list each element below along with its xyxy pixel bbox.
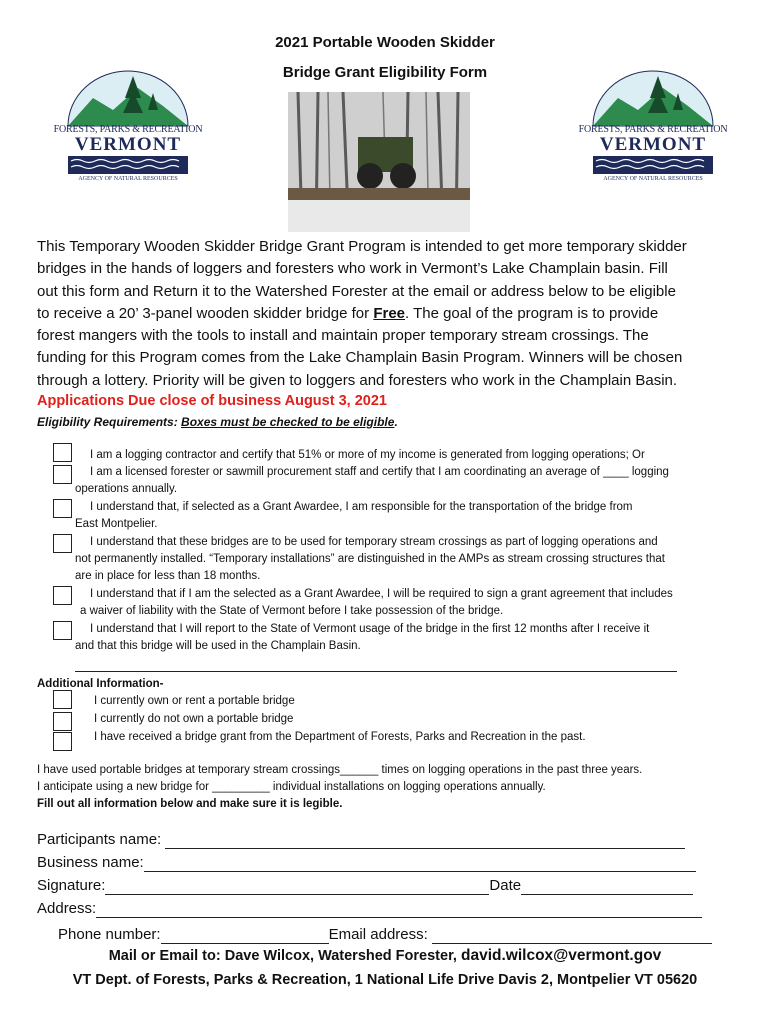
intro-line: through a lottery. Priority will be given to loggers and foresters who work in the Champlain Basin. — [37, 371, 678, 389]
eligibility-item: I am a licensed forester or sawmill procurement staff and certify that I am coordinating an average of ____ logging — [90, 466, 669, 478]
section-divider — [75, 671, 677, 672]
checkbox-temporary-use[interactable] — [53, 534, 72, 553]
address-input[interactable] — [96, 900, 702, 918]
form-title-line2: Bridge Grant Eligibility Form — [282, 64, 488, 81]
intro-text: to receive a 20’ 3-panel wooden skidder bridge for — [37, 304, 374, 322]
eligibility-item: operations annually. — [75, 483, 178, 495]
application-deadline: Applications Due close of business August 3, 2021 — [37, 393, 387, 409]
logo-line1: FORESTS, PARKS & RECREATION — [578, 124, 728, 135]
eligibility-item: and that this bridge will be used in the Champlain Basin. — [75, 640, 361, 652]
phone-input[interactable] — [161, 926, 329, 944]
intro-text: . The goal of the program is to provide — [405, 304, 659, 322]
mail-to-line: Mail or Email to: Dave Wilcox, Watershed Forester, david.wilcox@vermont.gov — [108, 947, 662, 964]
contact-email-link[interactable]: david.wilcox@vermont.gov — [460, 947, 662, 964]
additional-item: I currently own or rent a portable bridge — [94, 695, 295, 707]
eligibility-item: I understand that I will report to the State of Vermont usage of the bridge in the first 12 months after I receive it — [90, 623, 650, 635]
checkbox-transportation[interactable] — [53, 499, 72, 518]
signature-row — [37, 877, 693, 895]
form-title-line1: 2021 Portable Wooden Skidder — [275, 34, 495, 51]
date-input[interactable] — [521, 877, 693, 895]
checkbox-own-bridge[interactable] — [53, 690, 72, 709]
eligibility-item: a waiver of liability with the State of Vermont before I take possession of the bridge. — [80, 605, 504, 617]
eligibility-heading — [37, 415, 398, 429]
participant-name-row — [37, 831, 685, 849]
intro-line — [37, 303, 747, 325]
checkbox-grant-agreement[interactable] — [53, 586, 72, 605]
business-name-input[interactable] — [144, 854, 696, 872]
additional-item: I currently do not own a portable bridge — [94, 713, 294, 725]
additional-item: I have received a bridge grant from the Department of Forests, Parks and Recreation in the past. — [94, 731, 586, 743]
mail-to-text: Mail or Email to: Dave Wilcox, Watershed Forester — [108, 948, 453, 964]
intro-line: forest mangers with the tools to install and maintain proper temporary stream crossings. The — [37, 327, 649, 345]
eligibility-item: I understand that, if selected as a Grant Awardee, I am responsible for the transportation of the bridge from — [90, 501, 633, 513]
participant-name-input[interactable] — [165, 831, 685, 849]
logo-line3: AGENCY OF NATURAL RESOURCES — [78, 176, 178, 182]
free-emphasis: Free — [373, 304, 406, 322]
mountain-logo-icon — [578, 68, 728, 128]
eligibility-item: I understand that if I am the selected as a Grant Awardee, I will be required to sign a grant agreement that includes — [90, 588, 673, 600]
eligibility-heading-text: Eligibility Requirements: — [37, 415, 182, 429]
eligibility-item: are in place for less than 18 months. — [75, 570, 261, 582]
eligibility-item: East Montpelier. — [75, 518, 158, 530]
address-row — [37, 900, 702, 918]
vermont-fpr-logo-right — [578, 68, 728, 198]
business-name-row — [37, 854, 696, 872]
checkbox-licensed-forester[interactable] — [53, 465, 72, 484]
skidder-photo — [288, 92, 470, 232]
additional-info-heading: Additional Information- — [37, 678, 164, 690]
business-name-label: Business name: — [37, 854, 144, 871]
email-input[interactable] — [432, 926, 712, 944]
logo-line3: AGENCY OF NATURAL RESOURCES — [603, 176, 703, 182]
eligibility-item: I understand that these bridges are to be used for temporary stream crossings as part of logging operations and — [90, 536, 658, 548]
intro-line: funding for this Program comes from the Lake Champlain Basin Program. Winners will be chosen — [37, 349, 683, 367]
checkbox-logging-contractor[interactable] — [53, 443, 72, 462]
bridge-installations-question: I anticipate using a new bridge for _________ individual installations on logging operations annually. — [37, 781, 546, 793]
phone-label: Phone number: — [58, 926, 161, 943]
date-label: Date — [489, 877, 522, 894]
contact-row — [58, 926, 712, 944]
fill-instructions: Fill out all information below and make sure it is legible. — [37, 798, 343, 810]
address-label: Address: — [37, 900, 97, 917]
participant-name-label: Participants name: — [37, 831, 166, 848]
checkbox-report-usage[interactable] — [53, 621, 72, 640]
mountain-logo-icon — [53, 68, 203, 128]
checkbox-no-bridge[interactable] — [53, 712, 72, 731]
checkbox-previous-grant[interactable] — [53, 732, 72, 751]
eligibility-heading-underlined: Boxes must be checked to be eligible — [181, 415, 395, 429]
logo-line2: VERMONT — [74, 134, 182, 155]
intro-line: This Temporary Wooden Skidder Bridge Grant Program is intended to get more temporary skidder — [37, 238, 687, 255]
logo-line2: VERMONT — [599, 134, 707, 155]
water-waves-icon — [578, 156, 728, 174]
mailing-address: VT Dept. of Forests, Parks & Recreation, 1 National Life Drive Davis 2, Montpelier VT 05620 — [72, 972, 698, 988]
eligibility-item: I am a logging contractor and certify that 51% or more of my income is generated from logging operations; Or — [90, 449, 645, 461]
intro-line: out this form and Return it to the Watershed Forester at the email or address below to be eligible — [37, 282, 676, 300]
signature-input[interactable] — [105, 877, 489, 895]
signature-label: Signature: — [37, 877, 106, 894]
intro-paragraph — [37, 236, 747, 392]
intro-line: bridges in the hands of loggers and foresters who work in Vermont’s Lake Champlain basin. Fill — [37, 260, 668, 278]
email-label: Email address: — [328, 926, 432, 943]
water-waves-icon — [53, 156, 203, 174]
logo-line1: FORESTS, PARKS & RECREATION — [53, 124, 203, 135]
bridge-usage-question: I have used portable bridges at temporary stream crossings______ times on logging operations in the past three years. — [37, 764, 643, 776]
eligibility-item: not permanently installed. “Temporary installations” are distinguished in the AMPs as stream crossing structures that — [75, 553, 665, 565]
skidder-crossing-image — [288, 92, 470, 232]
eligibility-heading-end: . — [394, 415, 398, 429]
vermont-fpr-logo-left — [53, 68, 203, 198]
